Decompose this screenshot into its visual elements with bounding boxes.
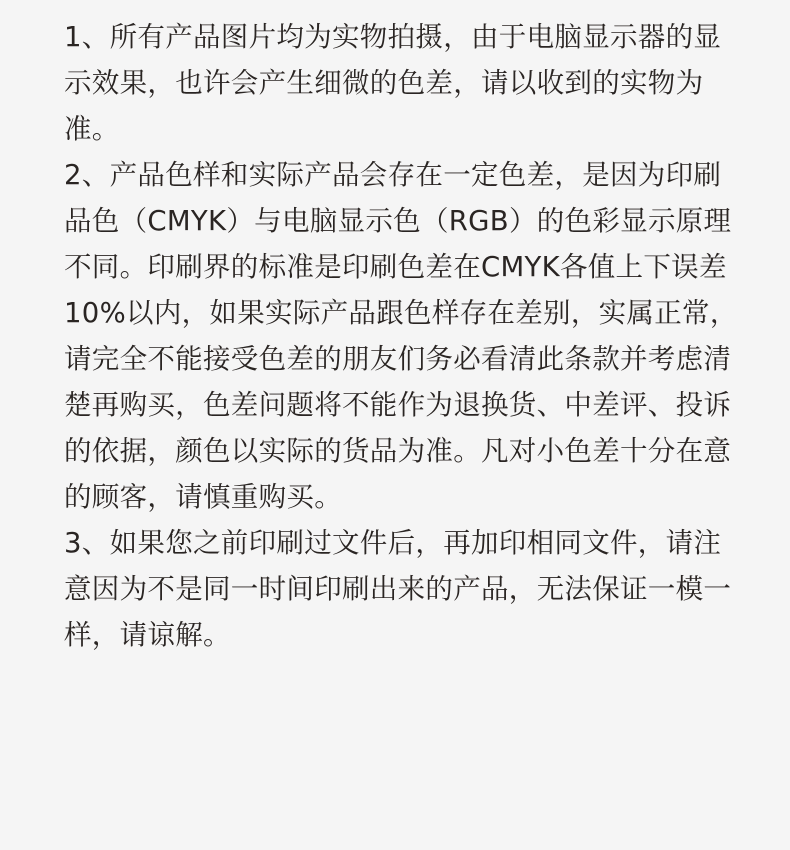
notice-paragraph-3: 3、如果您之前印刷过文件后，再加印相同文件，请注意因为不是同一时间印刷出来的产品，无法保证一模一样，请谅解。 — [64, 527, 732, 651]
notice-paragraph-1: 1、所有产品图片均为实物拍摄，由于电脑显示器的显示效果，也许会产生细微的色差，请以收到的实物为准。 — [64, 21, 722, 145]
color-difference-notice — [64, 14, 738, 658]
notice-paragraph-2: 2、产品色样和实际产品会存在一定色差，是因为印刷品色（CMYK）与电脑显示色（RGB）的色彩显示原理不同。印刷界的标准是印刷色差在CMYK各值上下误差10%以内，如果实际产品跟色样存在差别，实属正常，请完全不能接受色差的朋友们务必看清此条款并考虑清楚再购买，色差问题将不能作为退换货、中差评、投诉的依据，颜色以实际的货品为准。凡对小色差十分在意的顾客，请慎重购买。 — [64, 159, 738, 513]
